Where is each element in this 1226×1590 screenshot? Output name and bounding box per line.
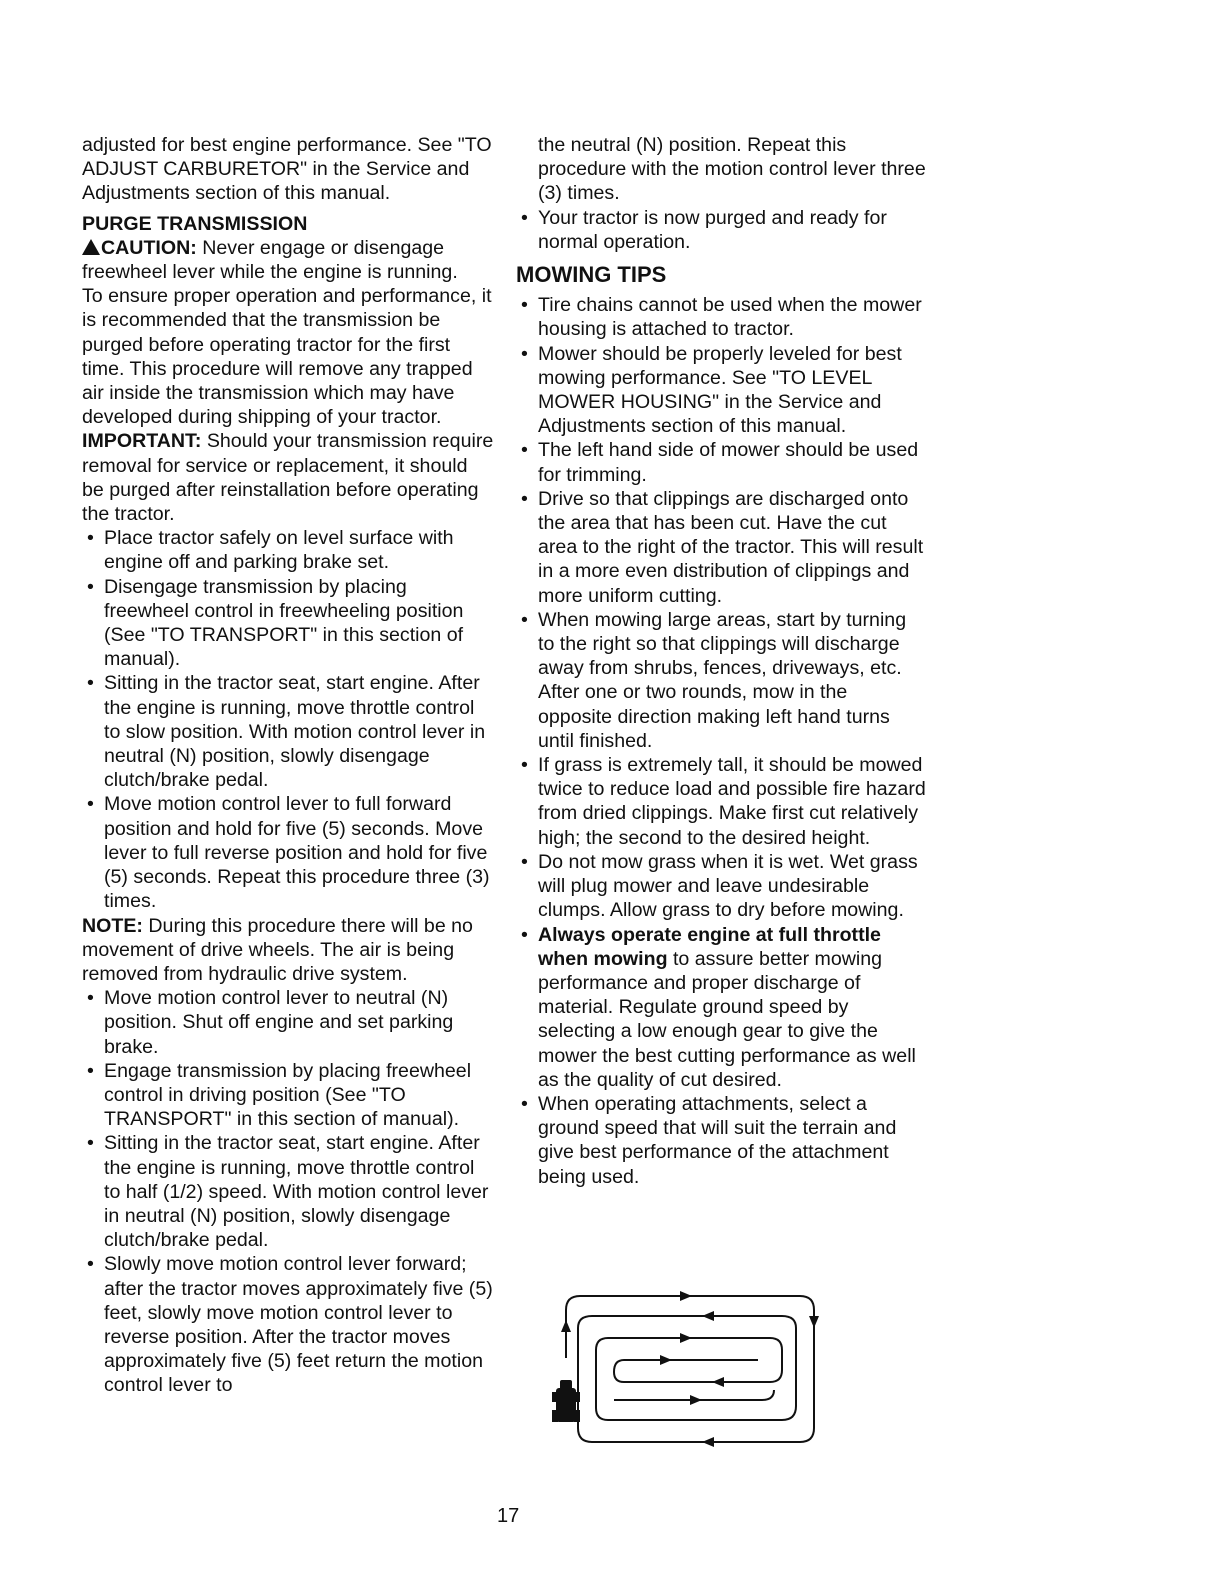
note-text: During this procedure there will be no movement of drive wheels. The air is being removed from hydraulic drive system.	[82, 914, 473, 985]
throttle-bold-text: Always operate engine at full throttle when mowing	[538, 923, 881, 970]
list-item: • Mower should be properly leveled for best mowing performance. See "TO LEVEL MOWER HOUSING" in the Service and Adjustments section of this manual.	[516, 342, 926, 439]
important-text: Should your transmission require removal for service or replacement, it should be purged after reinstallation before operating the tractor.	[82, 430, 494, 526]
purge-heading: PURGE TRANSMISSION	[82, 212, 308, 235]
mowing-tips-heading: MOWING TIPS	[516, 262, 667, 288]
list-item: • When mowing large areas, start by turning to the right so that clippings will discharge away from shrubs, fences, driveways, etc. After one or two rounds, mow in the opposite direction making left hand turns until finished.	[516, 608, 926, 753]
list-item: • Sitting in the tractor seat, start engine. After the engine is running, move throttle control to slow position. With motion control lever in neutral (N) position, slowly disengage clutch/brake pedal.	[82, 671, 494, 792]
arrow-icon	[809, 1316, 819, 1328]
important-label: IMPORTANT:	[82, 430, 202, 453]
list-item	[516, 923, 926, 1092]
arrow-icon	[660, 1355, 672, 1365]
list-item: • Move motion control lever to full forward position and hold for five (5) seconds. Move lever to full reverse position and hold for five (5) seconds. Repeat this procedure three (3) times.	[82, 792, 494, 913]
arrow-icon	[702, 1311, 714, 1321]
arrow-icon	[680, 1291, 692, 1301]
throttle-text: to assure better mowing performance and proper discharge of material. Regulate ground speed by selecting a low enough gear to give the mower the best cutting performance as well as the quality of cut desired.	[538, 947, 916, 1091]
list-item: • Place tractor safely on level surface with engine off and parking brake set.	[82, 526, 494, 574]
continued-paragraph: the neutral (N) position. Repeat this procedure with the motion control lever three (3) times.	[538, 134, 926, 205]
purge-intro-paragraph: To ensure proper operation and performance, it is recommended that the transmission be purged before operating tractor for the first time. This procedure will remove any trapped air inside the transmission which may have developed during shipping of your tractor.	[82, 285, 492, 429]
list-item: • If grass is extremely tall, it should be mowed twice to reduce load and possible fire hazard from dried clippings. Make first cut relatively high; the second to the desired height.	[516, 753, 926, 850]
purge-steps-list-1	[82, 526, 494, 913]
outer-path	[566, 1296, 814, 1442]
right-column	[516, 133, 926, 1189]
list-item: • Disengage transmission by placing freewheel control in freewheeling position (See "TO TRANSPORT" in this section of manual).	[82, 575, 494, 672]
arrow-icon	[690, 1395, 702, 1405]
purge-steps-list-2	[82, 986, 494, 1397]
arrow-icon	[680, 1333, 692, 1343]
list-item: • When operating attachments, select a ground speed that will suit the terrain and give best performance of the attachment being used.	[516, 1092, 926, 1189]
tractor-icon	[552, 1380, 580, 1422]
list-item: • Do not mow grass when it is wet. Wet grass will plug mower and leave undesirable clumps. Allow grass to dry before mowing.	[516, 850, 926, 923]
list-item: • Tire chains cannot be used when the mower housing is attached to tractor.	[516, 293, 926, 341]
arrow-icon	[712, 1377, 724, 1387]
caution-text: Never engage or disengage freewheel lever while the engine is running.	[82, 236, 458, 284]
note-paragraph	[82, 914, 494, 987]
note-label: NOTE:	[82, 914, 143, 937]
list-item: • Move motion control lever to neutral (N) position. Shut off engine and set parking brake.	[82, 986, 494, 1059]
left-column	[82, 133, 494, 1398]
carburetor-paragraph: adjusted for best engine performance. See "TO ADJUST CARBURETOR" in the Service and Adjustments section of this manual.	[82, 134, 492, 205]
important-paragraph	[82, 429, 494, 526]
list-item: • Engage transmission by placing freewheel control in driving position (See "TO TRANSPORT" in this section of manual).	[82, 1059, 494, 1132]
page-number: 17	[497, 1505, 520, 1527]
list-item: • The left hand side of mower should be used for trimming.	[516, 438, 926, 486]
arrow-icon	[702, 1437, 714, 1447]
warning-icon	[82, 239, 100, 255]
mowing-tips-list	[516, 293, 926, 1189]
arrow-icon	[561, 1320, 571, 1332]
purged-list	[516, 206, 926, 254]
list-item: • Drive so that clippings are discharged onto the area that has been cut. Have the cut area to the right of the tractor. This will result in a more even distribution of clippings and more uniform cutting.	[516, 487, 926, 608]
caution-label: CAUTION:	[101, 236, 197, 259]
list-item: • Sitting in the tractor seat, start engine. After the engine is running, move throttle control to half (1/2) speed. With motion control lever in neutral (N) position, slowly disengage clutch/brake pedal.	[82, 1131, 494, 1252]
list-item: • Slowly move motion control lever forward; after the tractor moves approximately five (5) feet, slowly move motion control lever to reverse position. After the tractor moves approximately five (5) feet return the motion control lever to	[82, 1252, 494, 1397]
caution-paragraph	[82, 236, 494, 284]
list-item: • Your tractor is now purged and ready for normal operation.	[516, 206, 926, 254]
mowing-pattern-diagram	[552, 1288, 827, 1450]
